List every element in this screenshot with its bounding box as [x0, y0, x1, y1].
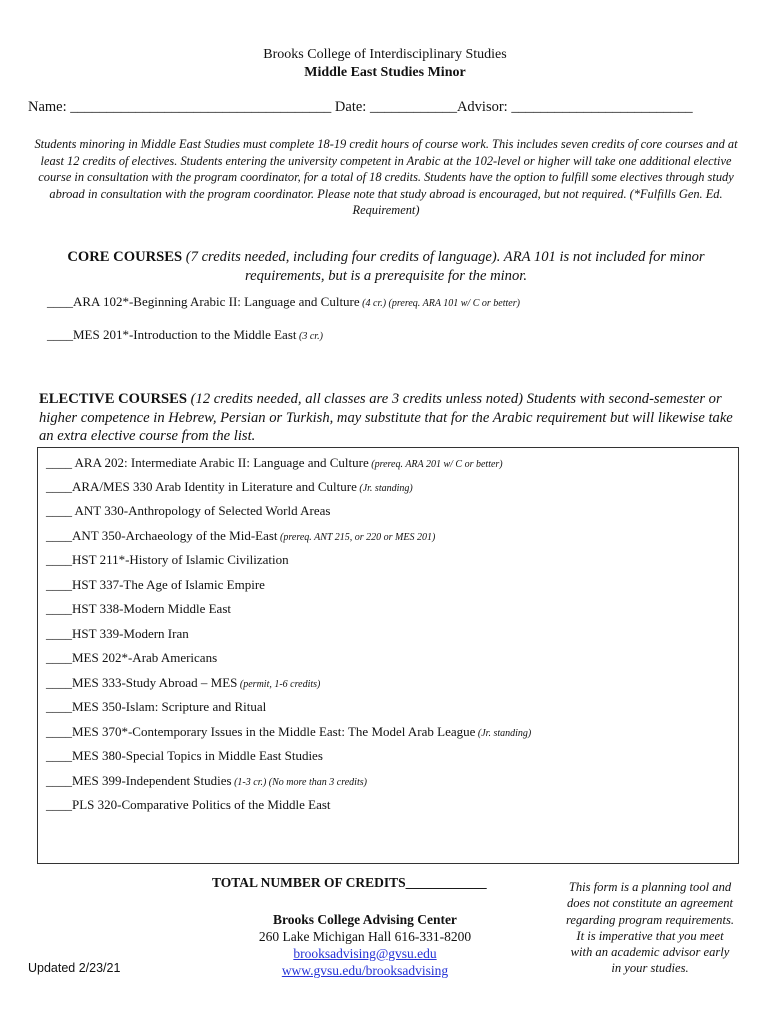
- elective-course-item[interactable]: ____PLS 320-Comparative Politics of the Middle East: [46, 797, 331, 812]
- date-field[interactable]: ____________: [369, 99, 457, 115]
- college-name: Brooks College of Interdisciplinary Studies: [263, 47, 507, 62]
- elective-course-item[interactable]: ____HST 338-Modern Middle East: [46, 601, 231, 616]
- elective-course-item[interactable]: ____ ARA 202: Intermediate Arabic II: Language and Culture (prereq. ARA 201 w/ C or better): [46, 455, 503, 470]
- elective-heading-note: (12 credits needed, all classes are 3 credits unless noted) Students with second-semester or higher competence in Hebrew, Persian or Turkish, may substitute that for the Arabic requirement but will likewise take an extra elective course from the list.: [39, 391, 733, 444]
- elective-course-item[interactable]: ____MES 333-Study Abroad – MES (permit, 1-6 credits): [46, 675, 321, 690]
- advising-center-address: 260 Lake Michigan Hall 616-331-8200: [258, 929, 472, 944]
- elective-course-item[interactable]: ____MES 399-Independent Studies (1-3 cr.) (No more than 3 credits): [46, 773, 367, 788]
- advising-center-title: Brooks College Advising Center: [273, 912, 457, 927]
- updated-date: Updated 2/23/21: [28, 961, 121, 975]
- elective-courses-heading: [39, 390, 739, 446]
- elective-course-item[interactable]: ____HST 211*-History of Islamic Civilization: [46, 552, 289, 567]
- student-info-line: [28, 99, 693, 116]
- elective-course-item[interactable]: ____ ANT 330-Anthropology of Selected World Areas: [46, 503, 331, 518]
- planning-disclaimer: This form is a planning tool and does not constitute an agreement regarding program requirements. It is imperative that you meet with an academic advisor early in your studies.: [565, 880, 735, 976]
- date-label: Date:: [334, 99, 367, 115]
- advising-web-link[interactable]: www.gvsu.edu/brooksadvising: [281, 963, 449, 978]
- elective-course-item[interactable]: ____MES 380-Special Topics in Middle East Studies: [46, 748, 323, 763]
- advisor-field[interactable]: _________________________: [511, 99, 693, 115]
- core-heading-note: (7 credits needed, including four credits of language). ARA 101 is not included for minor requirements, but is a prerequisite for the minor.: [182, 249, 705, 284]
- elective-course-item[interactable]: ____ARA/MES 330 Arab Identity in Literature and Culture (Jr. standing): [46, 479, 413, 494]
- elective-heading-title: ELECTIVE COURSES: [39, 391, 188, 407]
- elective-course-item[interactable]: ____MES 350-Islam: Scripture and Ritual: [46, 699, 267, 714]
- advising-email-link[interactable]: brooksadvising@gvsu.edu: [293, 946, 437, 961]
- name-label: Name:: [28, 99, 67, 115]
- minor-title: Middle East Studies Minor: [304, 65, 466, 80]
- advising-center-info: [230, 911, 500, 979]
- elective-course-item[interactable]: ____ANT 350-Archaeology of the Mid-East (prereq. ANT 215, or 220 or MES 201): [46, 528, 436, 543]
- elective-course-item[interactable]: ____HST 339-Modern Iran: [46, 626, 189, 641]
- core-courses-heading: [30, 248, 742, 286]
- advisor-label: Advisor:: [456, 99, 508, 115]
- elective-course-item[interactable]: ____HST 337-The Age of Islamic Empire: [46, 577, 265, 592]
- intro-paragraph: Students minoring in Middle East Studies must complete 18-19 credit hours of course work. This includes seven credits of core courses and at least 12 credits of electives. Students entering the university competent in Arabic at the 102-level or higher will take one additional elective course in consultation with the program coordinator, for a total of 18 credits. Students have the option to fulfill some electives through study abroad in consultation with the program coordinator. Please note that study abroad is encouraged, but not required. (*Fulfills Gen. Ed. Requirement): [34, 137, 738, 218]
- core-course-item[interactable]: ____ARA 102*-Beginning Arabic II: Language and Culture (4 cr.) (prereq. ARA 101 w/ C or better): [47, 294, 520, 309]
- name-field[interactable]: ____________________________________: [70, 99, 332, 115]
- total-credits-field[interactable]: TOTAL NUMBER OF CREDITS____________: [212, 875, 487, 890]
- elective-course-item[interactable]: ____MES 202*-Arab Americans: [46, 650, 218, 665]
- core-heading-title: CORE COURSES: [67, 249, 183, 265]
- core-course-item[interactable]: ____MES 201*-Introduction to the Middle East (3 cr.): [47, 327, 323, 342]
- elective-course-item[interactable]: ____MES 370*-Contemporary Issues in the Middle East: The Model Arab League (Jr. standing): [46, 724, 532, 739]
